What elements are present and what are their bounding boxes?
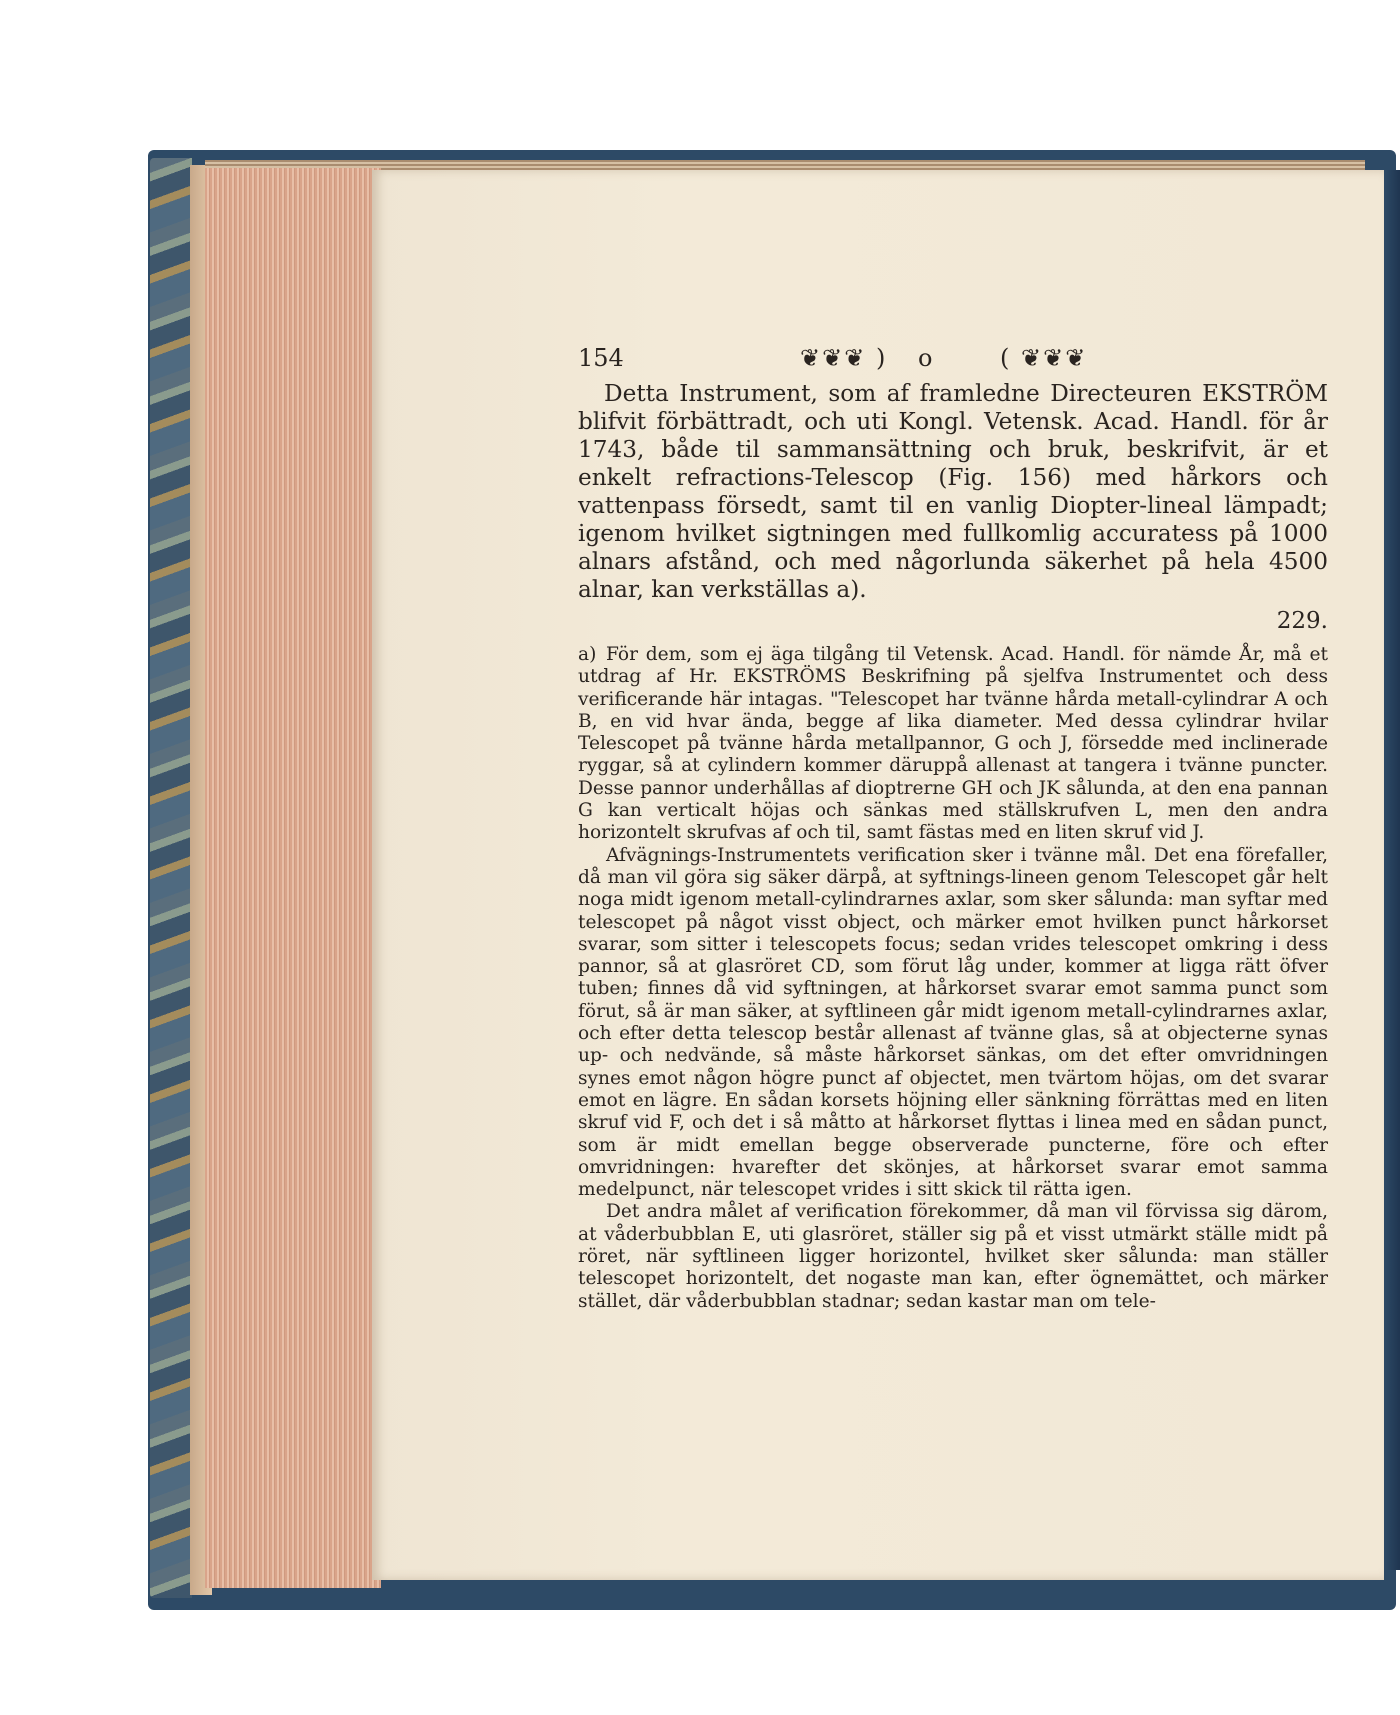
cover-right-edge — [1384, 170, 1400, 1570]
footnote-paragraph-3: Det andra målet af verification förekommer, då man vil förvissa sig därom, at våderbubblan E, uti glasröret, ställer sig på et visst utmärkt ställe midt på röret, när syftlineen ligger horizontel, hvilket sker sålunda: man ställer telescopet horizontelt, det nogaste man kan, efter ögnemättet, och märker stället, där våderbubblan stadnar; sedan kastar man om tele- — [578, 1201, 1328, 1312]
page-header — [578, 340, 1328, 380]
footnote-paragraph-1 — [578, 644, 1328, 845]
main-paragraph: Detta Instrument, som af framledne Directeuren EKSTRÖM blifvit förbättradt, och uti Kongl. Vetensk. Acad. Handl. för år 1743, både til sammansättning och bruk, beskrifvit, är et enkelt refractions-Telescop (Fig. 156) med hårkors och vattenpass försedt, samt til en vanlig Diopter-lineal lämpadt; igenom hvilket sigtningen med fullkomlig accuratess på 1000 alnars afstånd, och med någorlunda säkerhet på hela 4500 alnar, kan verkställas a). — [578, 380, 1328, 603]
marbled-board — [150, 158, 192, 1598]
page-edges-stack — [205, 168, 381, 1588]
text-column — [578, 340, 1328, 1313]
footnote-paragraph-2: Afvägnings-Instrumentets verification sker i tvänne mål. Det ena förefaller, då man vil göra sig säker därpå, at syftnings-lineen genom Telescopet går helt noga midt igenom metall-cylindrarnes axlar, som sker sålunda: man syftar med telescopet på något visst object, och märker emot hvilken punct hårkorset svarar, som sitter i telescopets focus; sedan vrides telescopet omkring i dess pannor, så at glasröret CD, som förut låg under, kommer at ligga rätt öfver tuben; finnes då vid syftningen, at hårkorset svarar emot samma punct som förut, så är man säker, at syftlineen går midt igenom metall-cylindrarnes axlar, och efter detta telescop består allenast af tvänne glas, så at objecterne synas up- och nedvände, så måste hårkorset sänkas, om det efter omvridningen synes emot någon högre punct af objectet, men tvärtom höjas, om det svarar emot en lägre. En sådan korsets höjning eller sänkning förrättas med en liten skruf vid F, och det i så måtto at hårkorset flyttas i linea med en sådan punct, som är midt emellan begge observerade puncterne, före och efter omvridningen: hvarefter det skönjes, at hårkorset svarar emot samma medelpunct, när telescopet vrides i sitt skick til rätta igen. — [578, 844, 1328, 1201]
header-ornament-left: ❦❦❦ ) — [800, 344, 888, 372]
main-text — [578, 380, 1328, 604]
footnote-text-1: För dem, som ej äga tilgång til Vetensk. Acad. Handl. för nämde År, må et utdrag af Hr. EKSTRÖMS Beskrifning på sjelfva Instrumentet och dess verificerande här intagas. "Telescopet har tvänne hårda metall-cylindrar A och B, en vid hvar ända, begge af lika diameter. Med dessa cylindrar hvilar Telescopet på tvänne hårda metallpannor, G och J, försedde med inclinerade ryggar, så at cylindern kommer däruppå allenast at tangera i tvänne puncter. Desse pannor underhållas af dioptrerne GH och JK sålunda, at den ena pannan G kan verticalt höjas och sänkas med ställskrufven L, men den andra horizontelt skrufvas af och til, samt fästas med en liten skruf vid J. — [578, 644, 1328, 844]
footnote-marker: a) — [578, 644, 597, 665]
section-number: 229. — [1276, 608, 1328, 634]
header-ornament-mid: o — [918, 344, 935, 372]
header-ornament-right: ( ❦❦❦ — [1000, 344, 1088, 372]
page-number: 154 — [578, 344, 624, 372]
footnote — [578, 644, 1328, 1313]
